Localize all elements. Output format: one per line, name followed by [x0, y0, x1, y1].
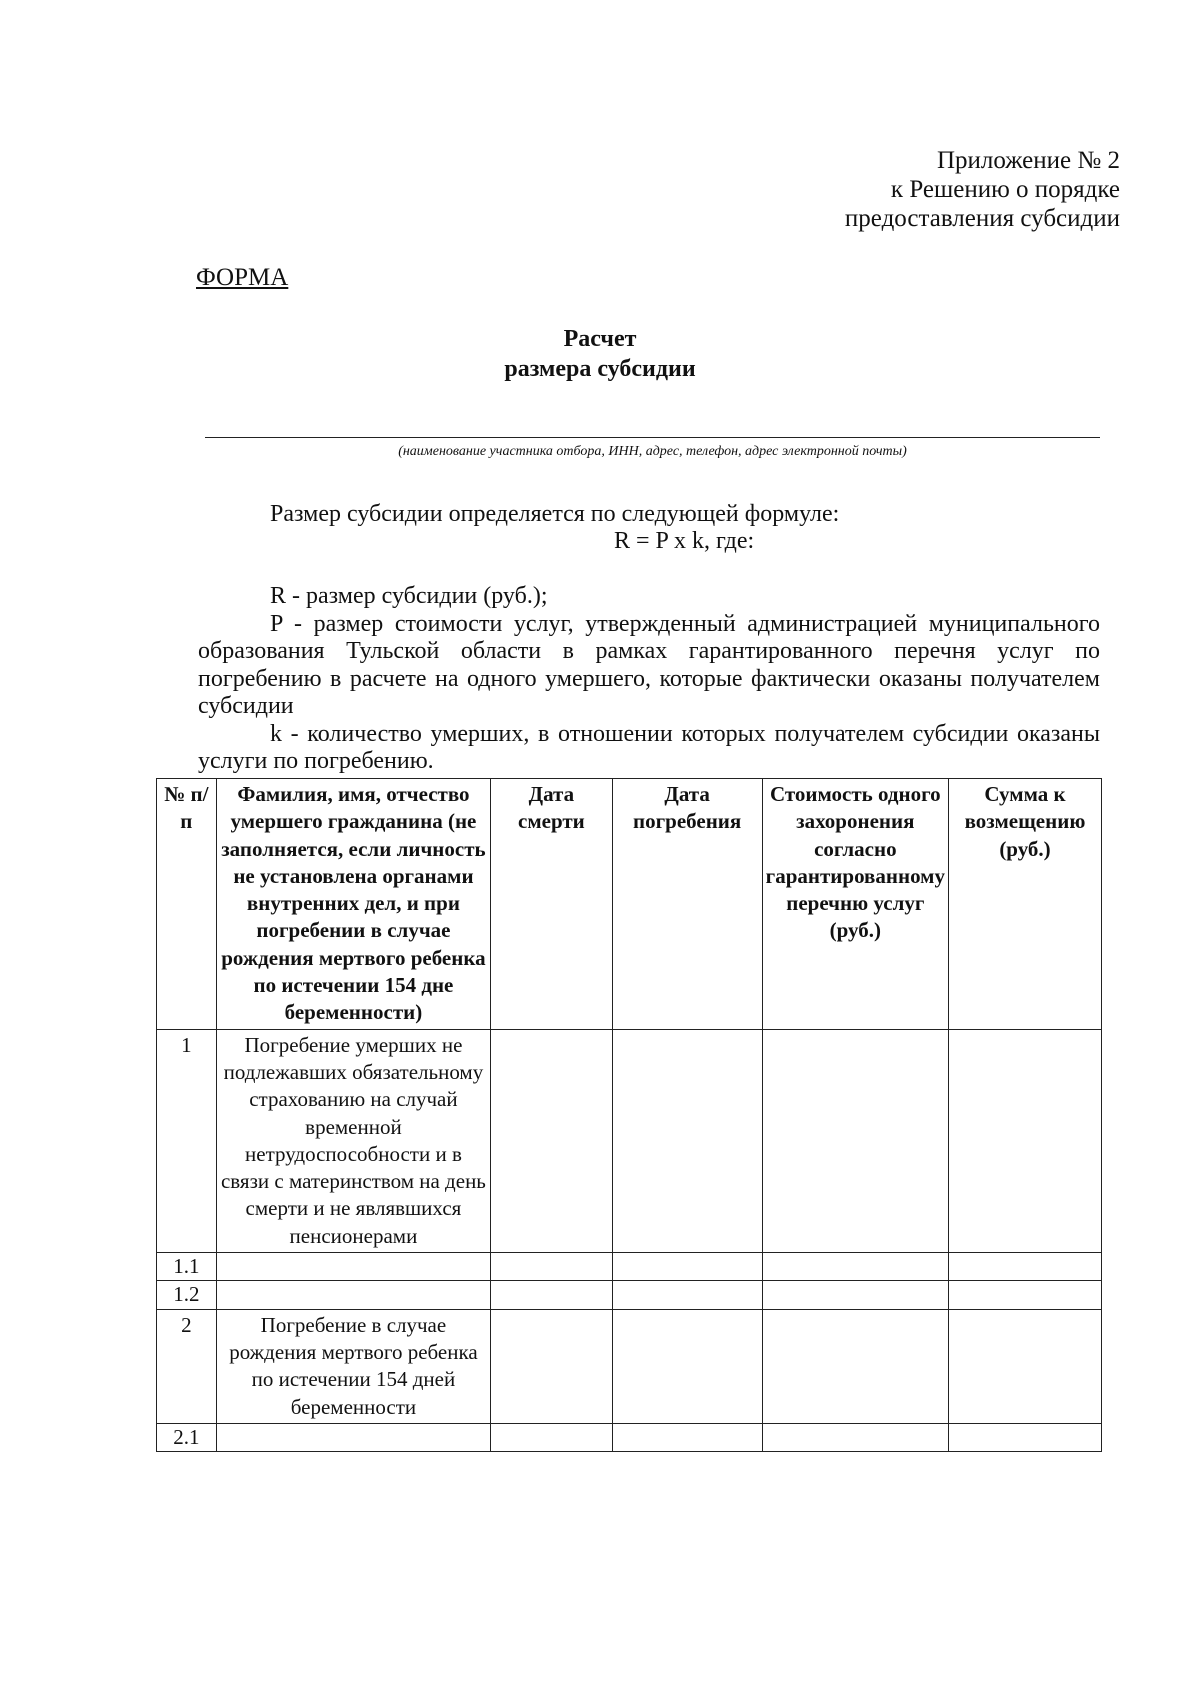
- table-header-row: [157, 779, 1102, 1030]
- annex-line-3: предоставления субсидии: [844, 205, 1120, 232]
- row-death-date: [491, 1253, 612, 1281]
- row-sum: [949, 1281, 1102, 1309]
- definition-k: k - количество умерших, в отношении которых получателем субсидии оказаны услуги по погребению.: [198, 720, 1100, 774]
- formula-intro: Размер субсидии определяется по следующей формуле:: [270, 501, 840, 527]
- annex-line-2: к Решению о порядке: [890, 176, 1120, 203]
- row-cost: [762, 1253, 948, 1281]
- row-number: 2.1: [157, 1423, 217, 1451]
- header-sum: Сумма к возмещению (руб.): [949, 779, 1102, 1030]
- row-burial-date: [612, 1281, 762, 1309]
- row-sum: [949, 1253, 1102, 1281]
- applicant-fill-line: [205, 437, 1100, 438]
- applicant-caption: (наименование участника отбора, ИНН, адрес, телефон, адрес электронной почты): [398, 444, 907, 459]
- title-line-2: размера субсидии: [504, 356, 696, 382]
- table-row: [157, 1029, 1102, 1252]
- row-death-date: [491, 1281, 612, 1309]
- title-line-1: Расчет: [563, 326, 637, 352]
- row-name: Погребение умерших не подлежавших обязательному страхованию на случай временной нетрудоспособности и в связи с материнством на день смерти и не являвшихся пенсионерами: [216, 1029, 491, 1252]
- form-label: ФОРМА: [196, 264, 289, 291]
- annex-line-1: Приложение № 2: [936, 147, 1120, 174]
- row-number: 1.1: [157, 1253, 217, 1281]
- row-number: 2: [157, 1309, 217, 1423]
- row-name: [216, 1253, 491, 1281]
- row-sum: [949, 1423, 1102, 1451]
- row-name: [216, 1281, 491, 1309]
- table-row: [157, 1281, 1102, 1309]
- header-number: № п/п: [157, 779, 217, 1030]
- table-row: [157, 1309, 1102, 1423]
- row-number: 1: [157, 1029, 217, 1252]
- row-name: [216, 1423, 491, 1451]
- row-sum: [949, 1309, 1102, 1423]
- header-burial-date: Дата погребения: [612, 779, 762, 1030]
- header-name: Фамилия, имя, отчество умершего гражданина (не заполняется, если личность не установлена органами внутренних дел, и при погребении в случае рождения мертвого ребенка по истечении 154 дне беременности): [216, 779, 491, 1030]
- table-row: [157, 1253, 1102, 1281]
- row-burial-date: [612, 1309, 762, 1423]
- row-burial-date: [612, 1253, 762, 1281]
- definition-p: P - размер стоимости услуг, утвержденный администрацией муниципального образования Тульской области в рамках гарантированного перечня услуг по погребению в расчете на одного умершего, которые фактически оказаны получателем субсидии: [198, 610, 1100, 719]
- row-burial-date: [612, 1423, 762, 1451]
- row-cost: [762, 1281, 948, 1309]
- row-cost: [762, 1309, 948, 1423]
- document-title: [0, 324, 1200, 384]
- row-cost: [762, 1423, 948, 1451]
- row-sum: [949, 1029, 1102, 1252]
- row-number: 1.2: [157, 1281, 217, 1309]
- row-cost: [762, 1029, 948, 1252]
- row-name: Погребение в случае рождения мертвого ребенка по истечении 154 дней беременности: [216, 1309, 491, 1423]
- row-burial-date: [612, 1029, 762, 1252]
- row-death-date: [491, 1029, 612, 1252]
- table-row: [157, 1423, 1102, 1451]
- header-cost: Стоимость одного захоронения согласно гарантированному перечню услуг (руб.): [762, 779, 948, 1030]
- formula: R = P x k, где:: [614, 528, 755, 554]
- header-death-date: Дата смерти: [491, 779, 612, 1030]
- definition-r: R - размер субсидии (руб.);: [270, 583, 548, 609]
- row-death-date: [491, 1309, 612, 1423]
- calculation-table: [156, 778, 1102, 1452]
- row-death-date: [491, 1423, 612, 1451]
- annex-block: [845, 146, 1120, 233]
- definitions: [198, 583, 1100, 776]
